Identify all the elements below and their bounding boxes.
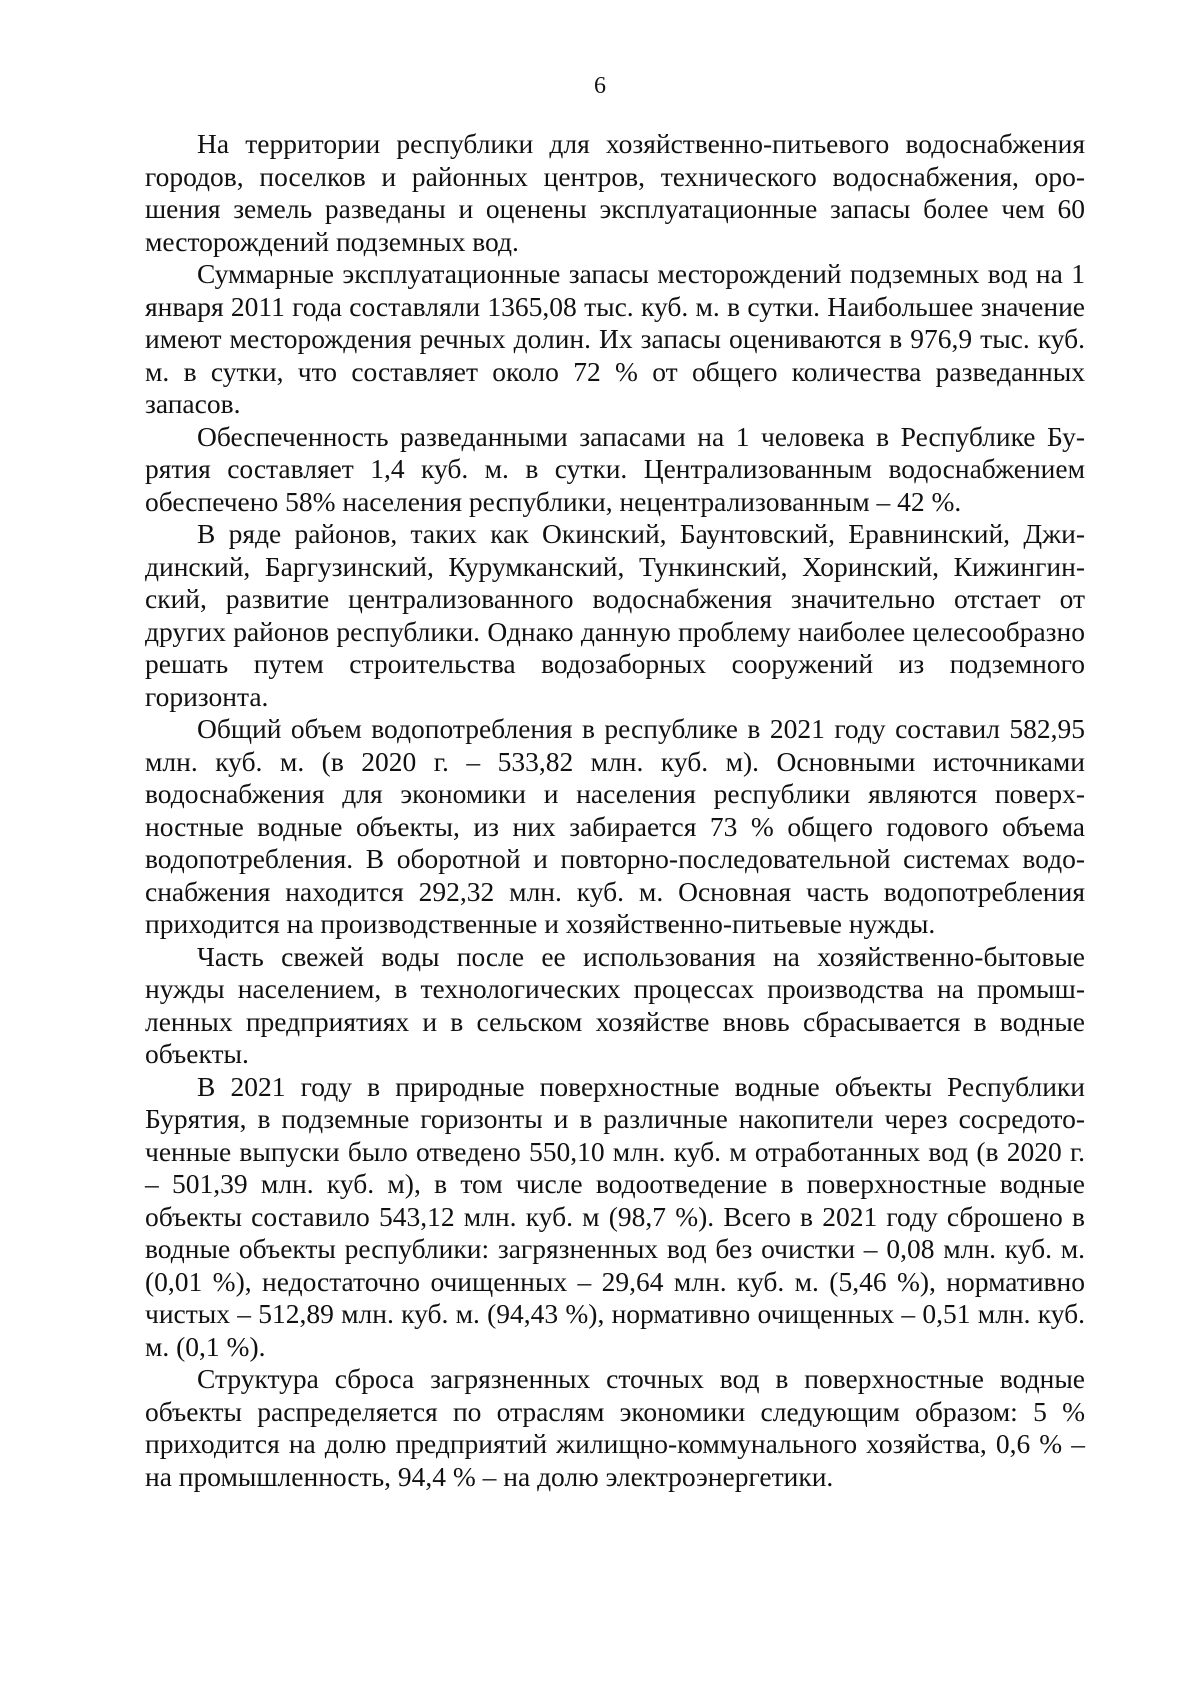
paragraph-fresh-water-discharge: Часть свежей воды после ее использования на хозяйственно-бытовые нужды населением, в технологических процессах производства на промышленных предприятиях и в сельском хозяйстве вновь сбрасывается в водные объекты. [145, 940, 1085, 1069]
paragraph-wastewater-2021: В 2021 году в природные поверхностные водные объекты Республики Бурятия, в подземные горизонты и в различные накопители через сосредоточенные выпуски было отведено 550,10 млн. куб. м отработанных вод (в 2020 г. – 501,39 млн. куб. м), в том числе водоотведение в поверхностные водные объекты составило 543,12 млн. куб. м (98,7 %). Всего в 2021 году сброшено в водные объекты республики: загрязненных вод без очистки – 0,08 млн. куб. м. (0,01 %), недостаточно очищенных – 29,64 млн. куб. м. (5,46 %), нормативно чистых – 512,89 млн. куб. м. (94,43 %), нормативно очищенных – 0,51 млн. куб. м. (0,1 %). [145, 1070, 1085, 1362]
paragraph-groundwater-deposits: На территории республики для хозяйственно-питьевого водоснабжения городов, поселков и районных центров, технического водоснабжения, орошения земель разведаны и оценены эксплуатационные запасы более чем 60 месторождений подземных вод. [145, 128, 1085, 257]
paragraph-lagging-districts: В ряде районов, таких как Окинский, Баунтовский, Еравнинский, Джидинский, Баргузинский, Курумканский, Тункинский, Хоринский, Кижингинский, развитие централизованного водоснабжения значительно отстает от других районов республики. Однако данную проблему наиболее целесообразно решать путем строительства водозаборных сооружений из подземного горизонта. [145, 518, 1085, 712]
document-body [145, 128, 1085, 1493]
page-number: 6 [594, 73, 606, 99]
paragraph-supply-per-capita: Обеспеченность разведанными запасами на 1 человека в Республике Бурятия составляет 1,4 куб. м. в сутки. Централизованным водоснабжением обеспечено 58% населения республики, нецентрализованным – 42 %. [145, 420, 1085, 517]
paragraph-total-reserves: Суммарные эксплуатационные запасы месторождений подземных вод на 1 января 2011 года составляли 1365,08 тыс. куб. м. в сутки. Наибольшее значение имеют месторождения речных долин. Их запасы оцениваются в 976,9 тыс. куб. м. в сутки, что составляет около 72 % от общего количества разведанных запасов. [145, 258, 1085, 419]
paragraph-discharge-structure: Структура сброса загрязненных сточных вод в поверхностные водные объекты распределяется по отраслям экономики следующим образом: 5 % приходится на долю предприятий жилищно-коммунального хозяйства, 0,6 % – на промышленность, 94,4 % – на долю электроэнергетики. [145, 1363, 1085, 1492]
paragraph-water-consumption: Общий объем водопотребления в республике в 2021 году составил 582,95 млн. куб. м. (в 2020 г. – 533,82 млн. куб. м). Основными источниками водоснабжения для экономики и населения республики являются поверхностные водные объекты, из них забирается 73 % общего годового объема водопотребления. В оборотной и повторно-последовательной системах водоснабжения находится 292,32 млн. куб. м. Основная часть водопотребления приходится на производственные и хозяйственно-питьевые нужды. [145, 713, 1085, 939]
